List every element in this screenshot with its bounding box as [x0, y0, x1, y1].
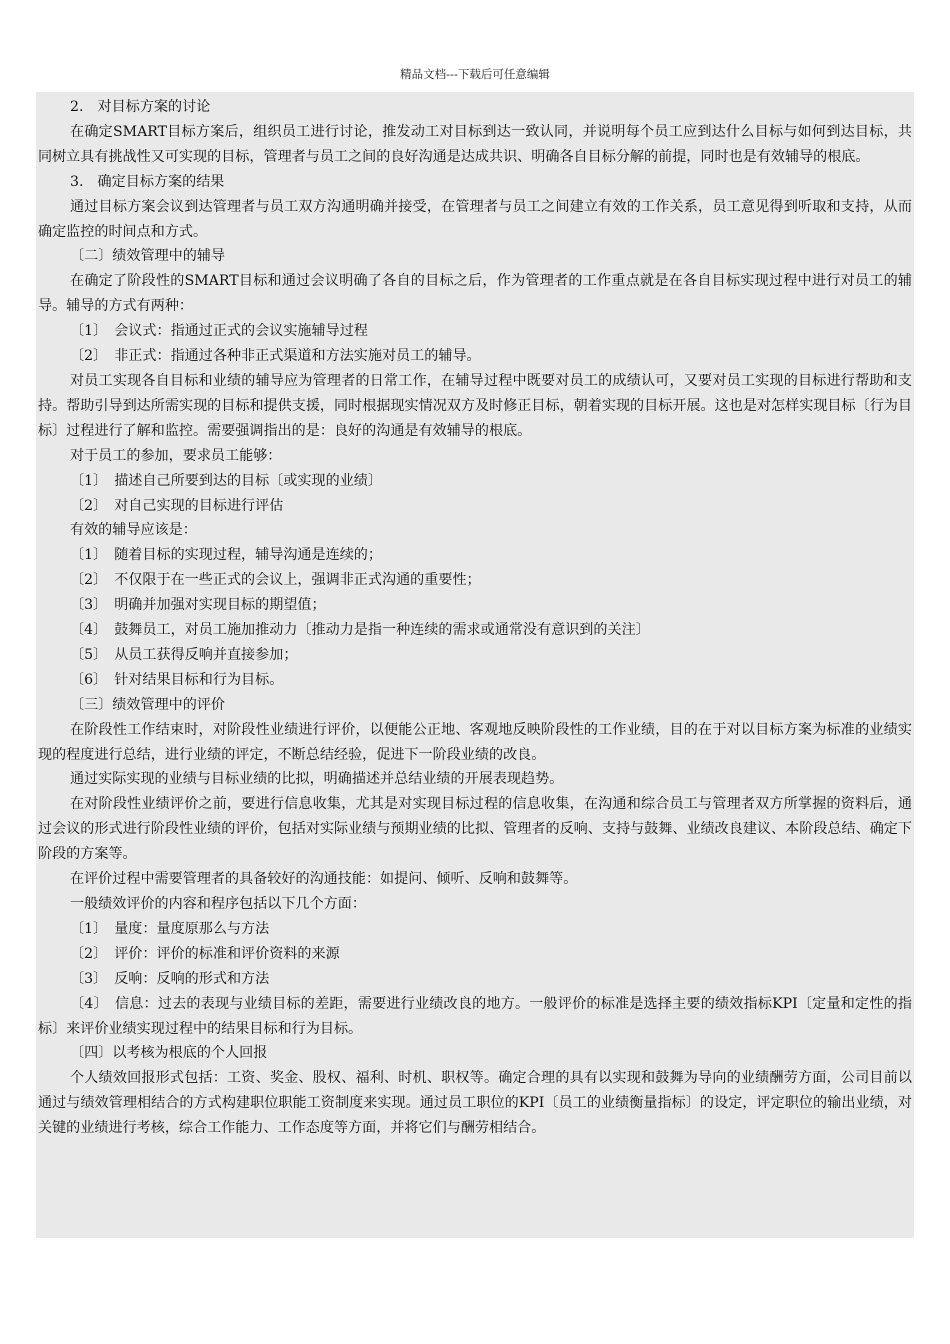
list-item: 〔4〕 鼓舞员工，对员工施加推动力〔推动力是指一种连续的需求或通常没有意识到的关注〕 — [70, 622, 650, 639]
paragraph: 有效的辅导应该是： — [70, 522, 197, 539]
list-item: 〔3〕 反响：反响的形式和方法 — [70, 970, 270, 987]
paragraph: 在确定SMART目标方案后，组织员工进行讨论，推发动工对目标到达一致认同，并说明每个员工应到达什么目标与如何到达目标，共同树立具有挑战性又可实现的目标，管理者与员工之间的良好沟通是达成共识、明确各自目标分解的前提，同时也是有效辅导的根底。 — [38, 123, 912, 165]
paragraph: 一般绩效评价的内容和程序包括以下几个方面： — [70, 896, 366, 912]
paragraph: 通过目标方案会议到达管理者与员工双方沟通明确并接受，在管理者与员工之间建立有效的工作关系，员工意见得到听取和支持，从而确定监控的时间点和方式。 — [38, 198, 912, 240]
paragraph: 3. 确定目标方案的结果 — [70, 173, 225, 190]
paragraph: 在阶段性工作结束时，对阶段性业绩进行评价，以便能公正地、客观地反映阶段性的工作业绩，目的在于对以目标方案为标准的业绩实现的程度进行总结，进行业绩的评定，不断总结经验，促进下一阶段业绩的改良。 — [38, 721, 912, 763]
paragraph: 通过实际实现的业绩与目标业绩的比拟，明确描述并总结业绩的开展表现趋势。 — [70, 771, 564, 788]
list-item: 〔2〕 对自己实现的目标进行评估 — [70, 497, 284, 514]
paragraph: 在对阶段性业绩评价之前，要进行信息收集，尤其是对实现目标过程的信息收集，在沟通和综合员工与管理者双方所掌握的资料后，通过会议的形式进行阶段性业绩的评价，包括对实际业绩与预期业绩的比拟、管理者的反响、支持与鼓舞、业绩改良建议、本阶段总结、确定下阶段的方案等。 — [38, 796, 912, 863]
paragraph: 个人绩效回报形式包括：工资、奖金、股权、福利、时机、职权等。确定合理的具有以实现和鼓舞为导向的业绩酬劳方面，公司目前以通过与绩效管理相结合的方式构建职位职能工资制度来实现。通过员工职位的KPI〔员工的业绩衡量指标〕的设定，评定职位的输出业绩，对关键的业绩进行考核，综合工作能力、工作态度等方面，并将它们与酬劳相结合。 — [38, 1070, 912, 1137]
section-heading: 〔三〕绩效管理中的评价 — [70, 696, 226, 713]
list-item: 〔1〕 会议式：指通过正式的会议实施辅导过程 — [70, 323, 368, 340]
paragraph: 2. 对目标方案的讨论 — [70, 99, 211, 115]
document-body — [36, 92, 914, 1238]
paragraph: 在确定了阶段性的SMART目标和通过会议明确了各自的目标之后，作为管理者的工作重点就是在各自目标实现过程中进行对员工的辅导。辅导的方式有两种： — [38, 273, 912, 315]
list-item: 〔2〕 非正式：指通过各种非正式渠道和方法实施对员工的辅导。 — [70, 348, 481, 365]
paragraph: 在评价过程中需要管理者的具备较好的沟通技能：如提问、倾听、反响和鼓舞等。 — [70, 871, 578, 888]
list-item: 〔2〕 不仅限于在一些正式的会议上，强调非正式沟通的重要性； — [70, 572, 481, 589]
list-item: 〔4〕 信息：过去的表现与业绩目标的差距，需要进行业绩改良的地方。一般评价的标准是选择主要的绩效指标KPI〔定量和定性的指标〕来评价业绩实现过程中的结果目标和行为目标。 — [38, 995, 912, 1037]
list-item: 〔5〕 从员工获得反响并直接参加； — [70, 646, 298, 663]
list-item: 〔6〕 针对结果目标和行为目标。 — [70, 671, 284, 688]
list-item: 〔1〕 描述自己所要到达的目标〔或实现的业绩〕 — [70, 472, 382, 489]
page-header: 精品文档---下载后可任意编辑 — [400, 67, 550, 81]
list-item: 〔1〕 随着目标的实现过程，辅导沟通是连续的； — [70, 547, 382, 564]
section-heading: 〔二〕绩效管理中的辅导 — [70, 248, 226, 265]
paragraph: 对于员工的参加，要求员工能够： — [70, 447, 282, 464]
paragraph: 对员工实现各自目标和业绩的辅导应为管理者的日常工作，在辅导过程中既要对员工的成绩认可，又要对员工实现的目标进行帮助和支持。帮助引导到达所需实现的目标和提供支援，同时根据现实情况双方及时修正目标，朝着实现的目标开展。这也是对怎样实现目标〔行为目标〕过程进行了解和监控。需要强调指出的是：良好的沟通是有效辅导的根底。 — [38, 372, 912, 439]
list-item: 〔1〕 量度：量度原那么与方法 — [70, 920, 270, 937]
list-item: 〔3〕 明确并加强对实现目标的期望值； — [70, 597, 326, 614]
list-item: 〔2〕 评价：评价的标准和评价资料的来源 — [70, 945, 340, 962]
section-heading: 〔四〕以考核为根底的个人回报 — [70, 1045, 268, 1062]
